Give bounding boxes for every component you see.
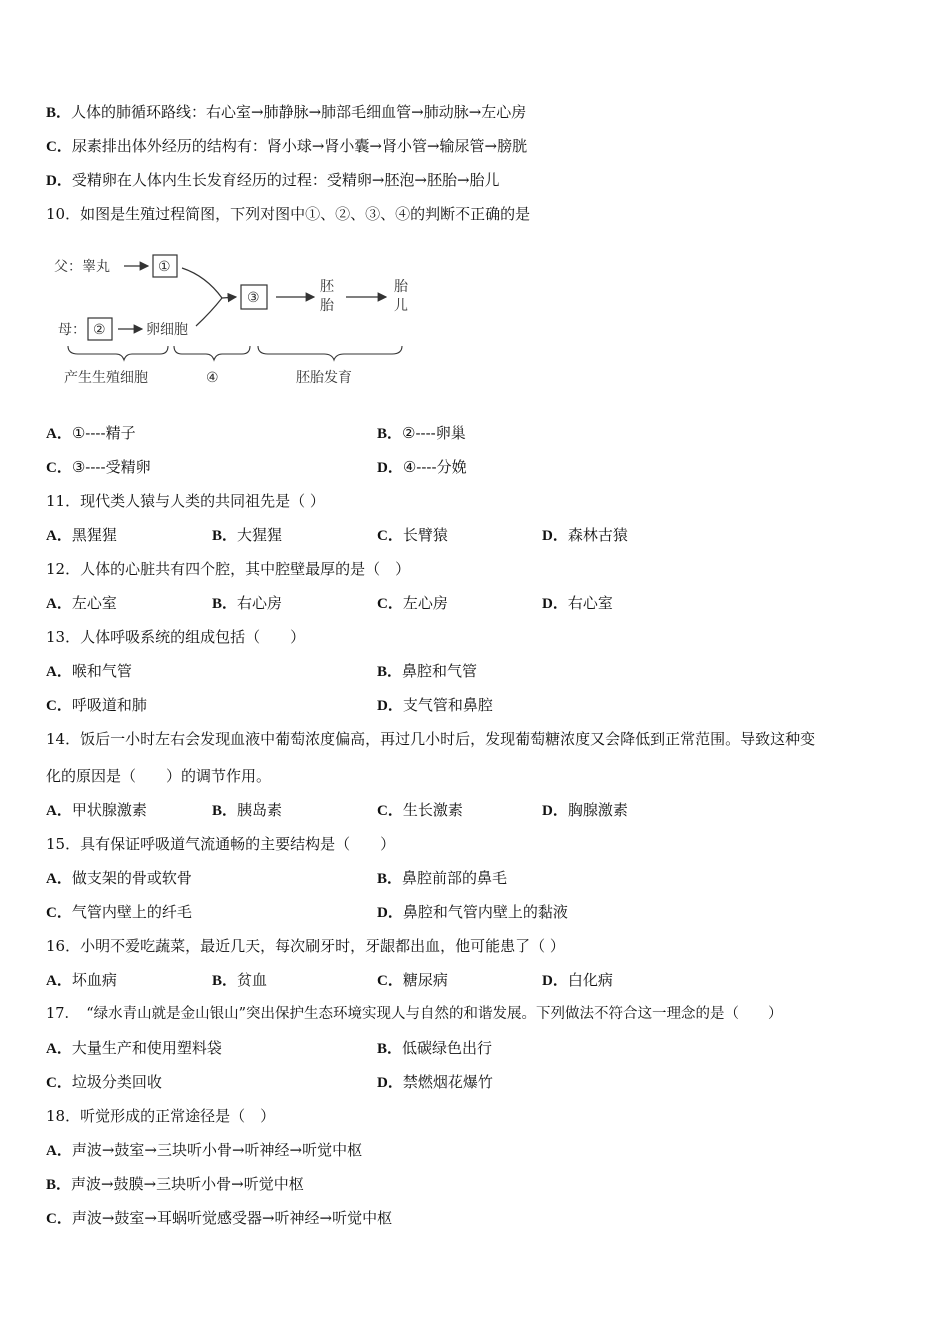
- box-3-label: ③: [247, 290, 260, 306]
- q12-option-c: C．左心房: [377, 594, 448, 612]
- q17-option-d: D．禁燃烟花爆竹: [377, 1073, 493, 1091]
- q14-stem-line-2: 化的原因是（ ）的调节作用。: [46, 767, 272, 785]
- brace-1-label: 产生生殖细胞: [64, 370, 148, 386]
- q13-option-c: C．呼吸道和肺: [46, 696, 147, 714]
- q11-option-b: B．大猩猩: [212, 526, 283, 544]
- fetus-label-1: 胎: [394, 279, 408, 295]
- q13-option-b: B．鼻腔和气管: [377, 662, 478, 680]
- q14-option-d: D．胸腺激素: [542, 801, 628, 819]
- fetus-label-2: 儿: [394, 298, 408, 314]
- q9-option-b: B．人体的肺循环路线：右心室→肺静脉→肺部毛细血管→肺动脉→左心房: [46, 103, 527, 121]
- q18-option-a: A．声波→鼓室→三块听小骨→听神经→听觉中枢: [46, 1141, 363, 1159]
- q10-option-d: D．④----分娩: [377, 458, 467, 476]
- q10-option-b: B．②----卵巢: [377, 424, 466, 442]
- q16-option-b: B．贫血: [212, 971, 268, 989]
- q13-option-a: A．喉和气管: [46, 662, 132, 680]
- box-2-label: ②: [93, 322, 106, 338]
- q18-stem: 18．听觉形成的正常途径是（ ）: [46, 1107, 276, 1125]
- q16-stem: 16．小明不爱吃蔬菜，最近几天，每次刷牙时，牙龈都出血，他可能患了（ ）: [46, 937, 565, 955]
- q17-stem: 17． “绿水青山就是金山银山”突出保护生态环境实现人与自然的和谐发展。下列做法不符合这一理念的是（ ）: [46, 1006, 783, 1022]
- q10-option-c: C．③----受精卵: [46, 458, 151, 476]
- q14-option-c: C．生长激素: [377, 801, 463, 819]
- q18-option-c: C．声波→鼓室→耳蜗听觉感受器→听神经→听觉中枢: [46, 1209, 393, 1227]
- father-label: 父：睾丸: [54, 259, 110, 275]
- q14-option-a: A．甲状腺激素: [46, 801, 147, 819]
- q11-stem: 11．现代类人猿与人类的共同祖先是（ ）: [46, 492, 325, 510]
- q15-option-d: D．鼻腔和气管内壁上的黏液: [377, 903, 568, 921]
- q13-option-d: D．支气管和鼻腔: [377, 696, 493, 714]
- q12-option-a: A．左心室: [46, 594, 117, 612]
- q9-option-c: C．尿素排出体外经历的结构有：肾小球→肾小囊→肾小管→输尿管→膀胱: [46, 137, 528, 155]
- q13-stem: 13．人体呼吸系统的组成包括（ ）: [46, 628, 306, 646]
- q17-option-b: B．低碳绿色出行: [377, 1039, 493, 1057]
- q15-option-a: A．做支架的骨或软骨: [46, 869, 192, 887]
- q12-option-b: B．右心房: [212, 594, 283, 612]
- q15-stem: 15．具有保证呼吸道气流通畅的主要结构是（ ）: [46, 835, 396, 853]
- q17-option-a: A．大量生产和使用塑料袋: [46, 1039, 222, 1057]
- brace-3-label: 胚胎发育: [296, 370, 352, 386]
- brace-2-label: ④: [206, 370, 219, 386]
- q15-option-b: B．鼻腔前部的鼻毛: [377, 869, 508, 887]
- q9-option-d: D．受精卵在人体内生长发育经历的过程：受精卵→胚泡→胚胎→胎儿: [46, 171, 500, 189]
- q12-stem: 12．人体的心脏共有四个腔，其中腔壁最厚的是（ ）: [46, 560, 411, 578]
- q11-option-d: D．森林古猿: [542, 526, 628, 544]
- egg-label: 卵细胞: [146, 322, 188, 338]
- q17-option-c: C．垃圾分类回收: [46, 1073, 162, 1091]
- q16-option-a: A．坏血病: [46, 971, 117, 989]
- box-1-label: ①: [158, 259, 171, 275]
- q14-option-b: B．胰岛素: [212, 801, 283, 819]
- q11-option-a: A．黑猩猩: [46, 526, 117, 544]
- embryo-label-1: 胚: [320, 279, 334, 295]
- embryo-label-2: 胎: [320, 298, 334, 314]
- q16-option-c: C．糖尿病: [377, 971, 448, 989]
- q15-option-c: C．气管内壁上的纤毛: [46, 903, 192, 921]
- q11-option-c: C．长臂猿: [377, 526, 448, 544]
- reproduction-diagram: [46, 246, 426, 396]
- q16-option-d: D．白化病: [542, 971, 613, 989]
- mother-label: 母：: [58, 322, 86, 338]
- q18-option-b: B．声波→鼓膜→三块听小骨→听觉中枢: [46, 1175, 304, 1193]
- q10-option-a: A．①----精子: [46, 424, 136, 442]
- q14-stem-line-1: 14．饭后一小时左右会发现血液中葡萄浓度偏高，再过几小时后，发现葡萄糖浓度又会降低到正常范围。导致这种变: [46, 730, 816, 748]
- q10-stem: 10．如图是生殖过程简图，下列对图中①、②、③、④的判断不正确的是: [46, 205, 531, 223]
- q12-option-d: D．右心室: [542, 594, 613, 612]
